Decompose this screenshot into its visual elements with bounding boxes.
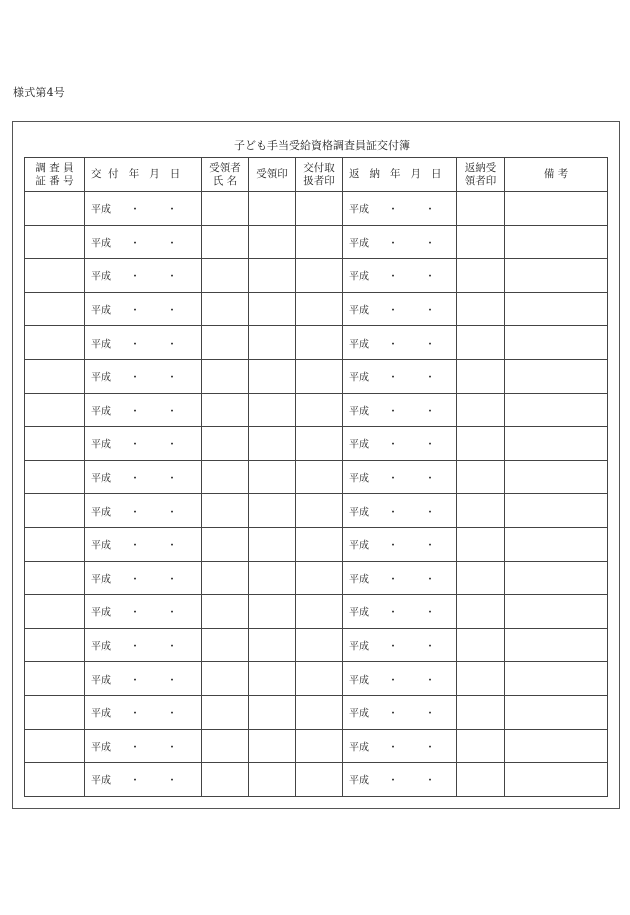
remarks-cell[interactable] (505, 561, 608, 595)
return-date-cell[interactable] (343, 763, 457, 797)
era-label: 平成 (349, 406, 369, 418)
recipient-seal-cell[interactable] (249, 494, 296, 528)
remarks-cell[interactable] (505, 259, 608, 293)
date-separator: ・ (425, 574, 435, 586)
return-date-cell[interactable] (343, 662, 457, 696)
recipient-seal-cell[interactable] (249, 763, 296, 797)
id-number-cell[interactable] (25, 292, 85, 326)
issuer-seal-cell[interactable] (296, 729, 343, 763)
date-separator: ・ (425, 507, 435, 519)
issue-date-cell[interactable] (85, 561, 202, 595)
return-seal-cell[interactable] (457, 628, 505, 662)
date-separator: ・ (388, 473, 398, 485)
return-seal-cell[interactable] (457, 763, 505, 797)
date-separator: ・ (167, 339, 177, 351)
recipient-seal-cell[interactable] (249, 259, 296, 293)
issuer-seal-cell[interactable] (296, 192, 343, 226)
date-separator: ・ (388, 708, 398, 720)
id-number-cell[interactable] (25, 192, 85, 226)
recipient-seal-cell[interactable] (249, 662, 296, 696)
id-number-cell[interactable] (25, 393, 85, 427)
table-row (25, 763, 608, 797)
date-separator: ・ (167, 742, 177, 754)
recipient-seal-cell[interactable] (249, 729, 296, 763)
return-date-cell[interactable] (343, 460, 457, 494)
date-separator: ・ (130, 339, 140, 351)
remarks-cell[interactable] (505, 460, 608, 494)
era-label: 平成 (349, 775, 369, 787)
recipient-seal-cell[interactable] (249, 292, 296, 326)
date-separator: ・ (167, 507, 177, 519)
return-seal-cell[interactable] (457, 662, 505, 696)
table-row (25, 527, 608, 561)
table-row (25, 729, 608, 763)
recipient-name-cell[interactable] (202, 595, 249, 629)
era-label: 平成 (91, 708, 111, 720)
date-separator: ・ (388, 675, 398, 687)
era-label: 平成 (91, 204, 111, 216)
recipient-name-cell[interactable] (202, 628, 249, 662)
date-separator: ・ (388, 507, 398, 519)
issuer-seal-cell[interactable] (296, 561, 343, 595)
recipient-name-cell[interactable] (202, 763, 249, 797)
era-label: 平成 (349, 473, 369, 485)
era-label: 平成 (349, 540, 369, 552)
recipient-seal-cell[interactable] (249, 595, 296, 629)
date-separator: ・ (167, 204, 177, 216)
era-label: 平成 (91, 742, 111, 754)
recipient-name-cell[interactable] (202, 326, 249, 360)
era-label: 平成 (91, 641, 111, 653)
issue-date-cell[interactable] (85, 527, 202, 561)
date-separator: ・ (388, 641, 398, 653)
date-separator: ・ (425, 339, 435, 351)
return-seal-cell[interactable] (457, 729, 505, 763)
id-number-cell[interactable] (25, 729, 85, 763)
recipient-seal-cell[interactable] (249, 192, 296, 226)
issuer-seal-cell[interactable] (296, 763, 343, 797)
id-number-cell[interactable] (25, 359, 85, 393)
return-seal-cell[interactable] (457, 595, 505, 629)
header-return-seal: 返納受 領者印 (457, 158, 505, 192)
issue-date-cell[interactable] (85, 763, 202, 797)
date-separator: ・ (167, 675, 177, 687)
id-number-cell[interactable] (25, 527, 85, 561)
ledger-table (24, 157, 608, 797)
issue-date-cell[interactable] (85, 595, 202, 629)
return-date-cell[interactable] (343, 259, 457, 293)
issue-date-cell[interactable] (85, 662, 202, 696)
date-separator: ・ (167, 305, 177, 317)
date-separator: ・ (130, 439, 140, 451)
era-label: 平成 (349, 439, 369, 451)
date-separator: ・ (425, 271, 435, 283)
date-separator: ・ (130, 473, 140, 485)
date-separator: ・ (130, 574, 140, 586)
issue-date-cell[interactable] (85, 729, 202, 763)
date-separator: ・ (425, 305, 435, 317)
table-row (25, 595, 608, 629)
id-number-cell[interactable] (25, 628, 85, 662)
return-date-cell[interactable] (343, 427, 457, 461)
return-seal-cell[interactable] (457, 192, 505, 226)
era-label: 平成 (349, 507, 369, 519)
return-date-cell[interactable] (343, 527, 457, 561)
header-row (25, 158, 608, 192)
recipient-name-cell[interactable] (202, 695, 249, 729)
era-label: 平成 (91, 271, 111, 283)
issuer-seal-cell[interactable] (296, 259, 343, 293)
id-number-cell[interactable] (25, 763, 85, 797)
id-number-cell[interactable] (25, 662, 85, 696)
table-row (25, 225, 608, 259)
id-number-cell[interactable] (25, 561, 85, 595)
id-number-cell[interactable] (25, 494, 85, 528)
date-separator: ・ (167, 775, 177, 787)
issue-date-cell[interactable] (85, 494, 202, 528)
date-separator: ・ (130, 708, 140, 720)
date-separator: ・ (130, 406, 140, 418)
era-label: 平成 (349, 641, 369, 653)
era-label: 平成 (349, 607, 369, 619)
issuer-seal-cell[interactable] (296, 326, 343, 360)
return-date-cell[interactable] (343, 192, 457, 226)
remarks-cell[interactable] (505, 359, 608, 393)
remarks-cell[interactable] (505, 494, 608, 528)
date-separator: ・ (130, 372, 140, 384)
date-separator: ・ (167, 406, 177, 418)
issuer-seal-cell[interactable] (296, 292, 343, 326)
id-number-cell[interactable] (25, 225, 85, 259)
recipient-seal-cell[interactable] (249, 527, 296, 561)
recipient-seal-cell[interactable] (249, 460, 296, 494)
return-seal-cell[interactable] (457, 393, 505, 427)
ledger-body (25, 192, 608, 797)
recipient-name-cell[interactable] (202, 662, 249, 696)
return-date-cell[interactable] (343, 561, 457, 595)
issue-date-cell[interactable] (85, 326, 202, 360)
id-number-cell[interactable] (25, 259, 85, 293)
issue-date-cell[interactable] (85, 359, 202, 393)
remarks-cell[interactable] (505, 595, 608, 629)
header-recipient-seal: 受領印 (249, 158, 296, 192)
recipient-name-cell[interactable] (202, 393, 249, 427)
table-row (25, 192, 608, 226)
recipient-name-cell[interactable] (202, 527, 249, 561)
date-separator: ・ (425, 742, 435, 754)
issuer-seal-cell[interactable] (296, 662, 343, 696)
date-separator: ・ (167, 607, 177, 619)
remarks-cell[interactable] (505, 427, 608, 461)
issuer-seal-cell[interactable] (296, 527, 343, 561)
issue-date-cell[interactable] (85, 292, 202, 326)
date-separator: ・ (388, 339, 398, 351)
header-issuer-seal: 交付取 扱者印 (296, 158, 343, 192)
return-seal-cell[interactable] (457, 326, 505, 360)
recipient-name-cell[interactable] (202, 292, 249, 326)
recipient-name-cell[interactable] (202, 494, 249, 528)
date-separator: ・ (425, 238, 435, 250)
issue-date-cell[interactable] (85, 225, 202, 259)
date-separator: ・ (388, 372, 398, 384)
recipient-name-cell[interactable] (202, 359, 249, 393)
issue-date-cell[interactable] (85, 192, 202, 226)
recipient-name-cell[interactable] (202, 561, 249, 595)
date-separator: ・ (388, 305, 398, 317)
issuer-seal-cell[interactable] (296, 427, 343, 461)
return-seal-cell[interactable] (457, 427, 505, 461)
date-separator: ・ (167, 372, 177, 384)
remarks-cell[interactable] (505, 662, 608, 696)
date-separator: ・ (130, 238, 140, 250)
era-label: 平成 (349, 305, 369, 317)
era-label: 平成 (349, 271, 369, 283)
return-date-cell[interactable] (343, 292, 457, 326)
era-label: 平成 (91, 607, 111, 619)
return-seal-cell[interactable] (457, 527, 505, 561)
recipient-seal-cell[interactable] (249, 326, 296, 360)
date-separator: ・ (167, 540, 177, 552)
table-row (25, 561, 608, 595)
date-separator: ・ (425, 406, 435, 418)
table-row (25, 292, 608, 326)
date-separator: ・ (130, 204, 140, 216)
date-separator: ・ (388, 540, 398, 552)
date-separator: ・ (425, 204, 435, 216)
date-separator: ・ (167, 439, 177, 451)
date-separator: ・ (388, 204, 398, 216)
era-label: 平成 (91, 574, 111, 586)
era-label: 平成 (349, 675, 369, 687)
date-separator: ・ (130, 540, 140, 552)
issue-date-cell[interactable] (85, 259, 202, 293)
date-separator: ・ (167, 271, 177, 283)
table-row (25, 259, 608, 293)
era-label: 平成 (349, 574, 369, 586)
recipient-name-cell[interactable] (202, 259, 249, 293)
document-title: 子ども手当受給資格調査員証交付簿 (234, 139, 410, 152)
return-seal-cell[interactable] (457, 695, 505, 729)
date-separator: ・ (425, 607, 435, 619)
return-seal-cell[interactable] (457, 460, 505, 494)
remarks-cell[interactable] (505, 225, 608, 259)
remarks-cell[interactable] (505, 292, 608, 326)
table-row (25, 393, 608, 427)
id-number-cell[interactable] (25, 595, 85, 629)
remarks-cell[interactable] (505, 192, 608, 226)
date-separator: ・ (130, 775, 140, 787)
era-label: 平成 (349, 238, 369, 250)
id-number-cell[interactable] (25, 460, 85, 494)
date-separator: ・ (388, 271, 398, 283)
date-separator: ・ (388, 607, 398, 619)
return-seal-cell[interactable] (457, 225, 505, 259)
return-seal-cell[interactable] (457, 292, 505, 326)
return-seal-cell[interactable] (457, 359, 505, 393)
issue-date-cell[interactable] (85, 460, 202, 494)
recipient-name-cell[interactable] (202, 225, 249, 259)
recipient-seal-cell[interactable] (249, 427, 296, 461)
era-label: 平成 (349, 339, 369, 351)
return-date-cell[interactable] (343, 326, 457, 360)
table-row (25, 326, 608, 360)
date-separator: ・ (130, 507, 140, 519)
recipient-name-cell[interactable] (202, 427, 249, 461)
return-date-cell[interactable] (343, 225, 457, 259)
date-separator: ・ (388, 775, 398, 787)
id-number-cell[interactable] (25, 427, 85, 461)
issuer-seal-cell[interactable] (296, 595, 343, 629)
date-separator: ・ (425, 641, 435, 653)
issuer-seal-cell[interactable] (296, 460, 343, 494)
date-separator: ・ (130, 305, 140, 317)
date-separator: ・ (425, 708, 435, 720)
issuer-seal-cell[interactable] (296, 695, 343, 729)
recipient-seal-cell[interactable] (249, 561, 296, 595)
issue-date-cell[interactable] (85, 695, 202, 729)
remarks-cell[interactable] (505, 326, 608, 360)
table-row (25, 460, 608, 494)
issuer-seal-cell[interactable] (296, 359, 343, 393)
remarks-cell[interactable] (505, 393, 608, 427)
date-separator: ・ (425, 775, 435, 787)
header-recipient-name: 受領者 氏 名 (202, 158, 249, 192)
id-number-cell[interactable] (25, 695, 85, 729)
recipient-seal-cell[interactable] (249, 628, 296, 662)
header-remarks: 備 考 (505, 158, 608, 192)
issuer-seal-cell[interactable] (296, 494, 343, 528)
era-label: 平成 (349, 204, 369, 216)
issuer-seal-cell[interactable] (296, 225, 343, 259)
era-label: 平成 (91, 473, 111, 485)
date-separator: ・ (130, 742, 140, 754)
table-row (25, 695, 608, 729)
remarks-cell[interactable] (505, 628, 608, 662)
date-separator: ・ (425, 439, 435, 451)
remarks-cell[interactable] (505, 527, 608, 561)
return-date-cell[interactable] (343, 595, 457, 629)
era-label: 平成 (91, 406, 111, 418)
era-label: 平成 (349, 372, 369, 384)
date-separator: ・ (167, 641, 177, 653)
date-separator: ・ (130, 607, 140, 619)
date-separator: ・ (425, 540, 435, 552)
era-label: 平成 (91, 372, 111, 384)
date-separator: ・ (130, 271, 140, 283)
return-date-cell[interactable] (343, 628, 457, 662)
era-label: 平成 (91, 675, 111, 687)
era-label: 平成 (91, 540, 111, 552)
era-label: 平成 (349, 742, 369, 754)
recipient-name-cell[interactable] (202, 460, 249, 494)
date-separator: ・ (388, 574, 398, 586)
recipient-seal-cell[interactable] (249, 695, 296, 729)
issuer-seal-cell[interactable] (296, 628, 343, 662)
header-id-number: 調 査 員 証 番 号 (25, 158, 85, 192)
remarks-cell[interactable] (505, 763, 608, 797)
recipient-name-cell[interactable] (202, 192, 249, 226)
return-date-cell[interactable] (343, 494, 457, 528)
remarks-cell[interactable] (505, 729, 608, 763)
issuer-seal-cell[interactable] (296, 393, 343, 427)
return-date-cell[interactable] (343, 695, 457, 729)
date-separator: ・ (388, 406, 398, 418)
return-date-cell[interactable] (343, 729, 457, 763)
date-separator: ・ (425, 372, 435, 384)
recipient-seal-cell[interactable] (249, 225, 296, 259)
table-row (25, 628, 608, 662)
table-row (25, 494, 608, 528)
remarks-cell[interactable] (505, 695, 608, 729)
date-separator: ・ (167, 574, 177, 586)
return-date-cell[interactable] (343, 393, 457, 427)
era-label: 平成 (91, 305, 111, 317)
date-separator: ・ (130, 641, 140, 653)
table-row (25, 359, 608, 393)
era-label: 平成 (91, 339, 111, 351)
issue-date-cell[interactable] (85, 427, 202, 461)
table-row (25, 427, 608, 461)
date-separator: ・ (388, 742, 398, 754)
form-label: 様式第4号 (13, 86, 65, 99)
return-seal-cell[interactable] (457, 259, 505, 293)
date-separator: ・ (167, 708, 177, 720)
date-separator: ・ (130, 675, 140, 687)
return-seal-cell[interactable] (457, 561, 505, 595)
recipient-seal-cell[interactable] (249, 359, 296, 393)
issue-date-cell[interactable] (85, 628, 202, 662)
recipient-name-cell[interactable] (202, 729, 249, 763)
era-label: 平成 (91, 238, 111, 250)
header-return-date: 返 納 年 月 日 (343, 158, 457, 192)
date-separator: ・ (167, 238, 177, 250)
era-label: 平成 (91, 507, 111, 519)
id-number-cell[interactable] (25, 326, 85, 360)
table-row (25, 662, 608, 696)
return-seal-cell[interactable] (457, 494, 505, 528)
date-separator: ・ (167, 473, 177, 485)
date-separator: ・ (425, 675, 435, 687)
header-issue-date: 交 付 年 月 日 (85, 158, 202, 192)
era-label: 平成 (91, 775, 111, 787)
issue-date-cell[interactable] (85, 393, 202, 427)
date-separator: ・ (425, 473, 435, 485)
date-separator: ・ (388, 238, 398, 250)
era-label: 平成 (349, 708, 369, 720)
return-date-cell[interactable] (343, 359, 457, 393)
era-label: 平成 (91, 439, 111, 451)
date-separator: ・ (388, 439, 398, 451)
recipient-seal-cell[interactable] (249, 393, 296, 427)
